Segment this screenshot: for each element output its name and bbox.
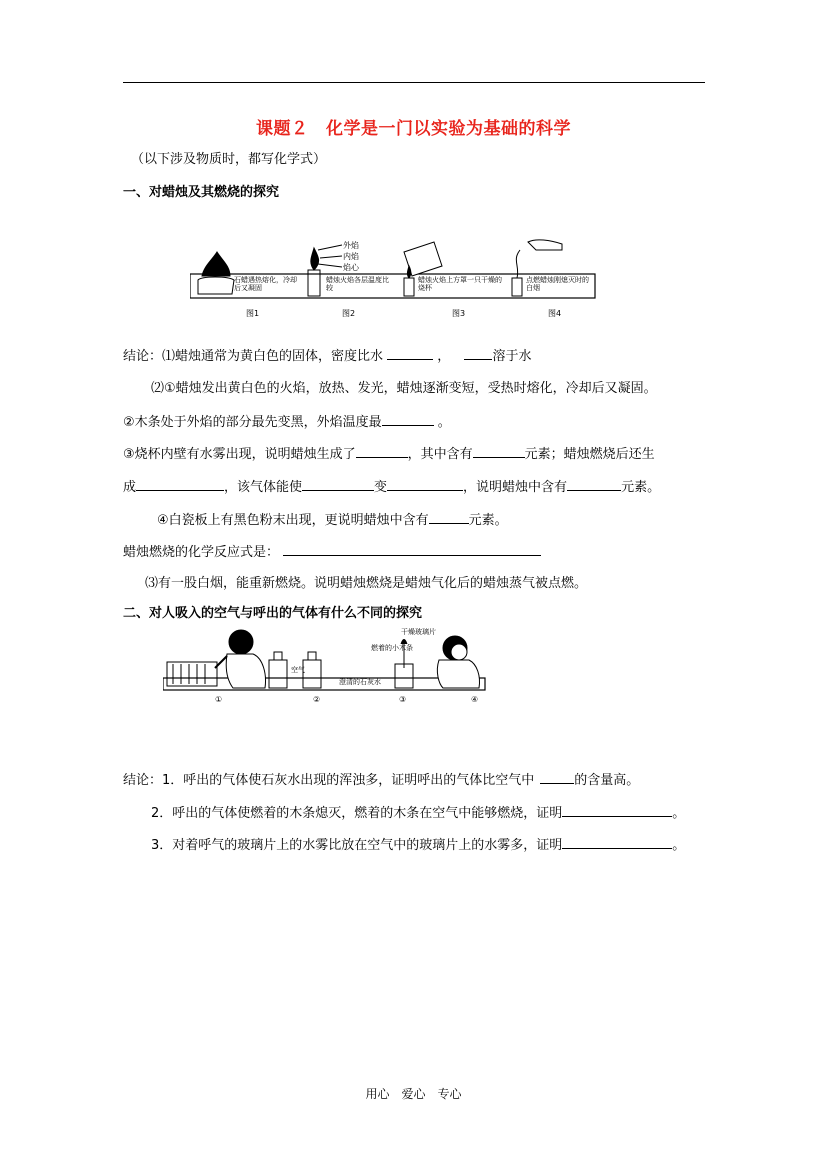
label-limewater: 澄清的石灰水 — [339, 678, 381, 686]
blank-density — [387, 346, 433, 360]
breath-experiment-figure — [163, 628, 488, 708]
conclusion-3: ②木条处于外焰的部分最先变黑，外焰温度最 。 — [123, 412, 451, 432]
caption-3: 蜡烛火焰上方罩一只干燥的烧杯 — [418, 276, 502, 292]
label-glass: 干燥玻璃片 — [401, 628, 436, 636]
blank-reagent — [302, 477, 374, 491]
fig-label-3: 图3 — [452, 309, 466, 318]
conclusion-1: 结论：⑴蜡烛通常为黄白色的固体，密度比水 ， 溶于水 — [123, 346, 531, 366]
caption-1: 石蜡遇热熔化，冷却后又凝固 — [234, 276, 297, 292]
note: （以下涉及物质时，都写化学式） — [131, 152, 327, 167]
conclusion-4: ③烧杯内壁有水雾出现，说明蜡烛生成了 ，其中含有 元素；蜡烛燃烧后还生 — [123, 444, 655, 464]
breath-conclusion-1: 结论：1．呼出的气体使石灰水出现的浑浊多，证明呼出的气体比空气中 的含量高。 — [123, 770, 639, 790]
callout-inner: 焰心 — [343, 263, 359, 272]
fig-label-2: 图2 — [342, 309, 356, 318]
label-air: 空气 — [291, 666, 305, 674]
fig-num-4: ④ — [471, 695, 479, 704]
blank-oxygen — [562, 803, 672, 817]
breath-conclusion-2: 2．呼出的气体使燃着的木条熄灭，燃着的木条在空气中能够燃烧，证明 。 — [151, 803, 685, 823]
blank-change — [387, 477, 463, 491]
blank-temperature — [382, 412, 434, 426]
page-footer: 用心 爱心 专心 — [365, 1087, 462, 1101]
fig-num-1: ① — [215, 695, 223, 704]
callout-outer: 外焰 — [343, 241, 359, 250]
conclusion-5: 成 ，该气体能使 变 ，说明蜡烛中含有 元素。 — [123, 477, 660, 497]
page-title: 课题２ 化学是一门以实验为基础的科学 — [256, 119, 571, 139]
blank-element-2 — [567, 477, 621, 491]
blank-water — [562, 835, 672, 849]
conclusion-smoke: ⑶有一股白烟，能重新燃烧。说明蜡烛燃烧是蜡烛气化后的蜡烛蒸气被点燃。 — [145, 576, 588, 591]
fig-label-1: 图1 — [246, 309, 260, 318]
blank-element-3 — [429, 510, 469, 524]
conclusion-2: ⑵①蜡烛发出黄白色的火焰，放热、发光，蜡烛逐渐变短，受热时熔化，冷却后又凝固。 — [151, 381, 657, 396]
blank-element-1 — [473, 444, 525, 458]
fig-num-3: ③ — [399, 695, 407, 704]
caption-4: 点燃蜡烛刚熄灭时的白烟 — [526, 276, 589, 292]
candle-experiment-figure — [190, 236, 600, 322]
section1-heading: 一、对蜡烛及其燃烧的探究 — [123, 185, 280, 200]
caption-2: 蜡烛火焰各层温度比较 — [326, 276, 389, 292]
reaction-equation: 蜡烛燃烧的化学反应式是： — [123, 542, 541, 562]
header-rule — [123, 82, 705, 83]
label-stick: 燃着的小木条 — [371, 644, 413, 652]
blank-product-2 — [136, 477, 224, 491]
breath-conclusion-3: 3．对着呼气的玻璃片上的水雾比放在空气中的玻璃片上的水雾多，证明 。 — [151, 835, 685, 855]
blank-solubility — [464, 346, 492, 360]
blank-equation — [283, 542, 541, 556]
conclusion-6: ④白瓷板上有黑色粉末出现，更说明蜡烛中含有 元素。 — [157, 510, 508, 530]
fig-num-2: ② — [313, 695, 321, 704]
callout-middle: 内焰 — [343, 252, 359, 261]
fig-label-4: 图4 — [548, 309, 562, 318]
blank-gas — [540, 770, 574, 784]
section2-heading: 二、对人吸入的空气与呼出的气体有什么不同的探究 — [123, 606, 423, 621]
blank-product-1 — [356, 444, 408, 458]
